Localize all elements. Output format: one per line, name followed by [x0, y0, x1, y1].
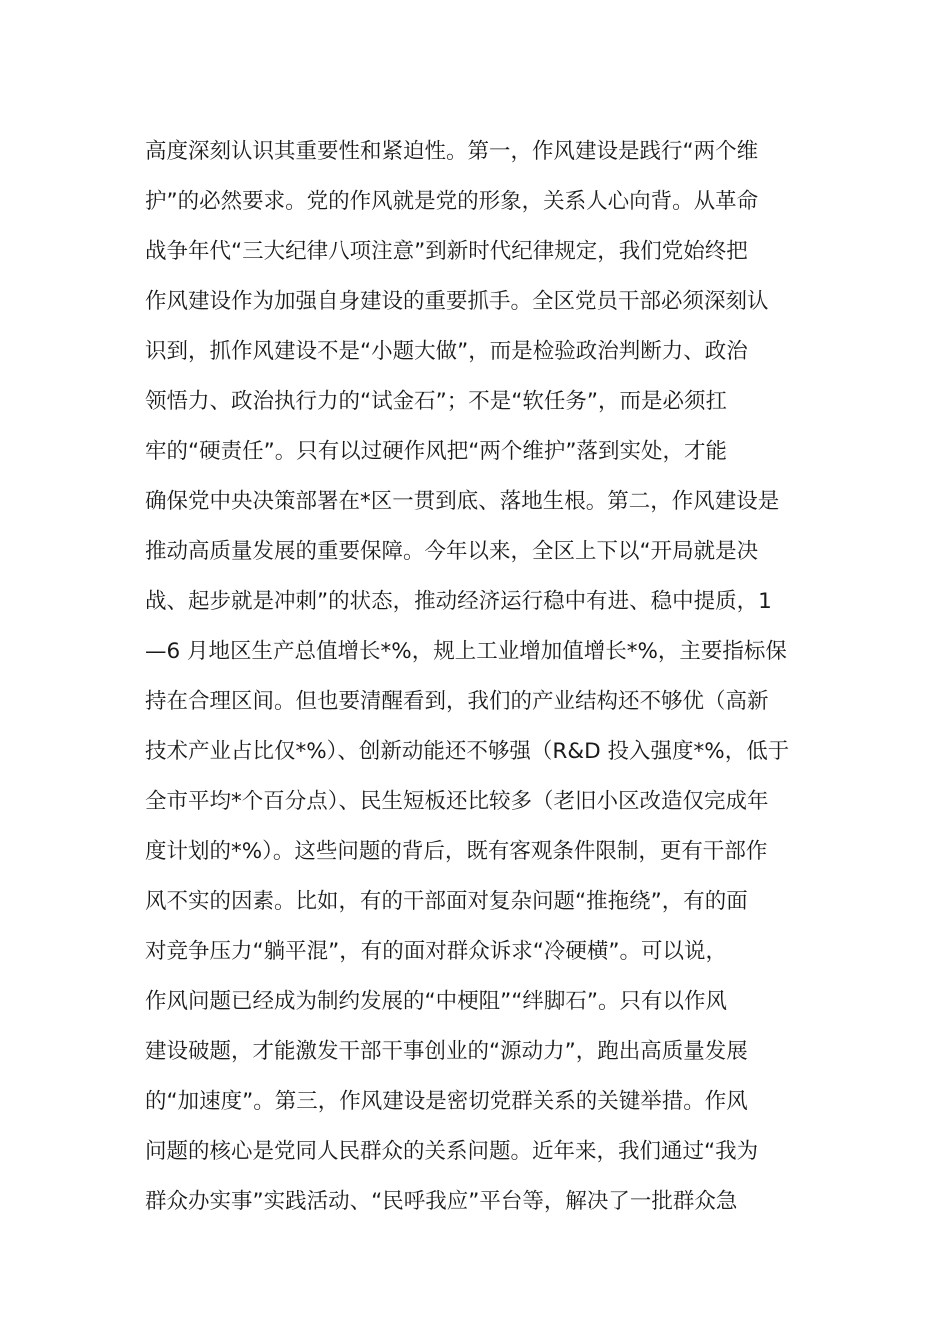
text-line: 的“加速度”。第三，作风建设是密切党群关系的关键举措。作风 — [145, 1089, 748, 1114]
text-line: 推动高质量发展的重要保障。今年以来，全区上下以“开局就是决 — [145, 539, 759, 564]
text-line: 高度深刻认识其重要性和紧迫性。第一，作风建设是践行“两个维 — [145, 139, 759, 164]
text-line: 战争年代“三大纪律八项注意”到新时代纪律规定，我们党始终把 — [145, 239, 748, 264]
text-line: 全市平均*个百分点）、民生短板还比较多（老旧小区改造仅完成年 — [145, 789, 769, 814]
body-paragraph — [145, 130, 810, 1230]
text-line: 确保党中央决策部署在*区一贯到底、落地生根。第二，作风建设是 — [145, 489, 780, 514]
text-line: 风不实的因素。比如，有的干部面对复杂问题“推拖绕”，有的面 — [145, 889, 748, 914]
text-line: 识到，抓作风建设不是“小题大做”，而是检验政治判断力、政治 — [145, 339, 748, 364]
text-line: 牢的“硬责任”。只有以过硬作风把“两个维护”落到实处，才能 — [145, 439, 728, 464]
text-line: 问题的核心是党同人民群众的关系问题。近年来，我们通过“我为 — [145, 1139, 759, 1164]
text-line: 对竞争压力“躺平混”，有的面对群众诉求“冷硬横”。可以说， — [145, 939, 728, 964]
text-line: 作风建设作为加强自身建设的重要抓手。全区党员干部必须深刻认 — [145, 289, 769, 314]
text-line: —6 月地区生产总值增长*%，规上工业增加值增长*%，主要指标保 — [145, 639, 787, 664]
text-line: 作风问题已经成为制约发展的“中梗阻”“绊脚石”。只有以作风 — [145, 989, 728, 1014]
text-line: 度计划的*%）。这些问题的背后，既有客观条件限制，更有干部作 — [145, 839, 768, 864]
text-line: 领悟力、政治执行力的“试金石”；不是“软任务”，而是必须扛 — [145, 389, 728, 414]
text-line: 群众办实事”实践活动、“民呼我应”平台等，解决了一批群众急 — [145, 1189, 738, 1214]
text-line: 战、起步就是冲刺”的状态，推动经济运行稳中有进、稳中提质，1 — [145, 589, 772, 614]
text-line: 建设破题，才能激发干部干事创业的“源动力”，跑出高质量发展 — [145, 1039, 748, 1064]
text-line: 技术产业占比仅*%）、创新动能还不够强（R&D 投入强度*%，低于 — [145, 739, 790, 764]
text-line: 持在合理区间。但也要清醒看到，我们的产业结构还不够优（高新 — [145, 689, 769, 714]
text-line: 护”的必然要求。党的作风就是党的形象，关系人心向背。从革命 — [145, 189, 759, 214]
